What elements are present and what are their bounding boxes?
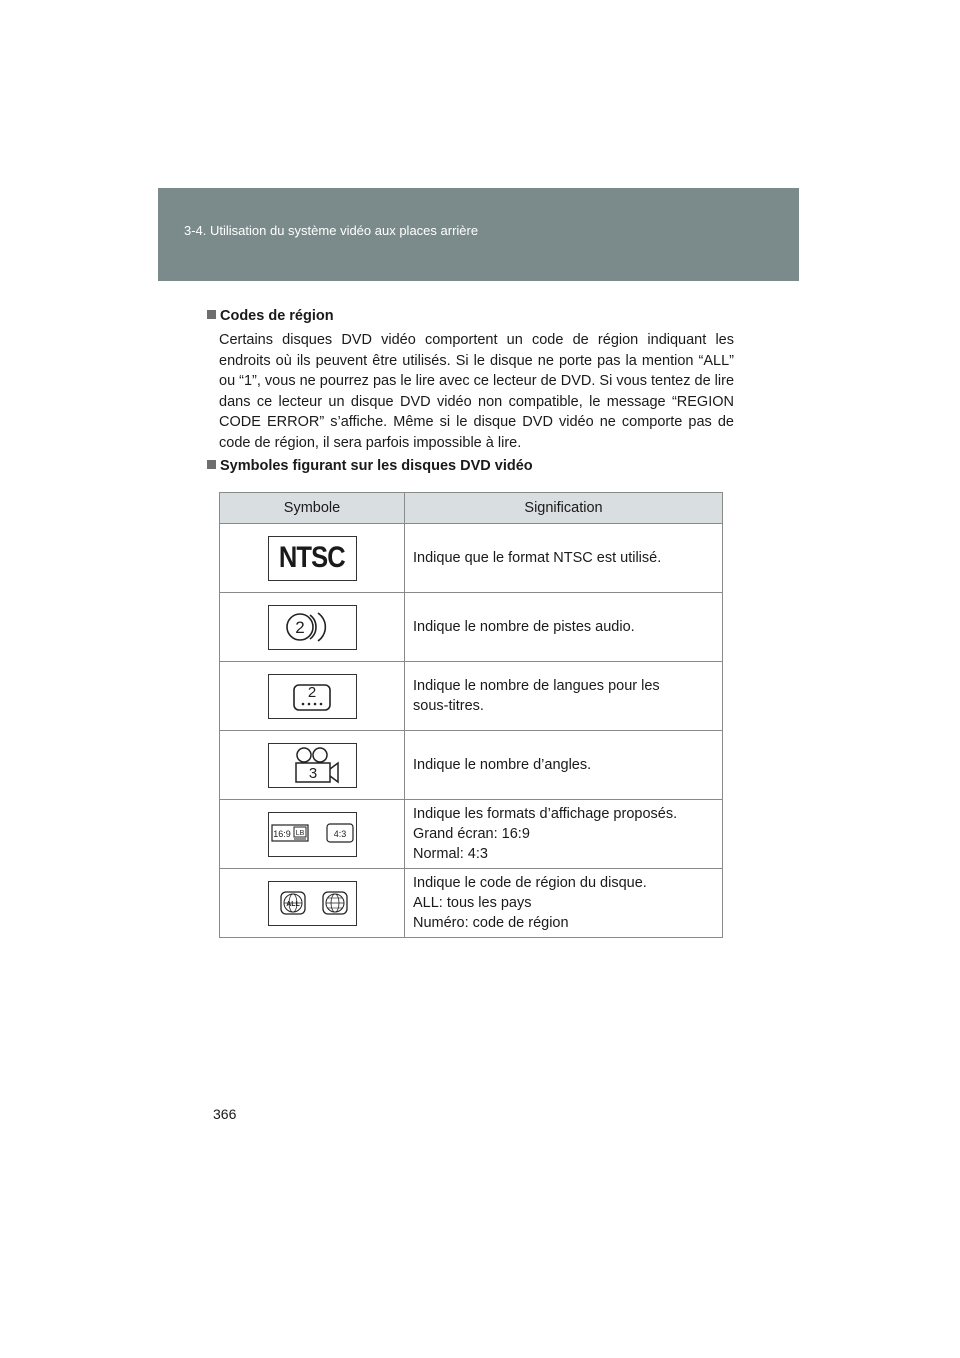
row-description: Indique le nombre de pistes audio.	[413, 619, 635, 635]
aspect-ratio-icon	[268, 812, 357, 857]
region-code-icon	[268, 881, 357, 926]
table-row	[220, 731, 723, 800]
camera-angles-icon	[268, 743, 357, 788]
header-title: 3-4. Utilisation du système vidéo aux places arrière	[184, 223, 479, 238]
row-description: sous-titres.	[413, 698, 484, 714]
bullet-square-icon	[207, 460, 216, 469]
letterbox-label: LB	[295, 830, 305, 837]
subtitles-icon	[268, 674, 357, 719]
row-description: Indique les formats d’affichage proposés.	[413, 806, 678, 822]
column-header-symbol: Symbole	[220, 493, 405, 524]
normal-label: 4:3	[333, 829, 347, 839]
row-description: ALL: tous les pays	[413, 895, 532, 911]
table-row	[220, 800, 723, 869]
section-heading: Symboles figurant sur les disques DVD vidéo	[207, 456, 735, 476]
bullet-square-icon	[207, 310, 216, 319]
region-all-label: ALL	[286, 901, 300, 908]
table-row	[220, 593, 723, 662]
page-number: 366	[213, 1106, 237, 1122]
table-row	[220, 869, 723, 938]
table-header-row	[220, 493, 723, 524]
row-description: Normal: 4:3	[413, 846, 488, 862]
section-dvd-symbols	[207, 456, 735, 476]
audio-tracks-count: 2	[295, 618, 305, 637]
row-description: Indique que le format NTSC est utilisé.	[413, 550, 662, 566]
row-description: Indique le nombre d’angles.	[413, 757, 592, 773]
ntsc-label: NTSC	[278, 541, 346, 574]
section-heading: Codes de région	[207, 306, 735, 326]
row-description: Grand écran: 16:9	[413, 826, 530, 842]
audio-tracks-icon	[268, 605, 357, 650]
widescreen-label: 16:9	[273, 829, 291, 839]
symbols-table	[219, 492, 723, 938]
column-header-meaning: Signification	[405, 493, 723, 524]
row-description: Indique le code de région du disque.	[413, 875, 647, 891]
section-paragraph: Certains disques DVD vidéo comportent un code de région indiquant les endroits où ils peuvent être utilisés. Si le disque ne porte pas la mention “ALL” ou “1”, vous ne pourrez pas le lire avec ce lecteur de DVD. Si vous tentez de lire dans ce lecteur un disque DVD vidéo non compatible, le message “REGION CODE ERROR” s’affiche. Même si le disque DVD vidéo ne comporte pas de code de région, il sera parfois impossible à lire.	[219, 332, 735, 451]
header-band	[158, 188, 799, 281]
section-region-codes	[207, 306, 735, 453]
camera-angles-count: 3	[308, 765, 318, 782]
subtitles-count: 2	[307, 684, 317, 701]
row-description: Indique le nombre de langues pour les	[413, 678, 660, 694]
row-description: Numéro: code de région	[413, 915, 569, 931]
table-row	[220, 524, 723, 593]
table-row	[220, 662, 723, 731]
ntsc-icon	[268, 536, 357, 581]
